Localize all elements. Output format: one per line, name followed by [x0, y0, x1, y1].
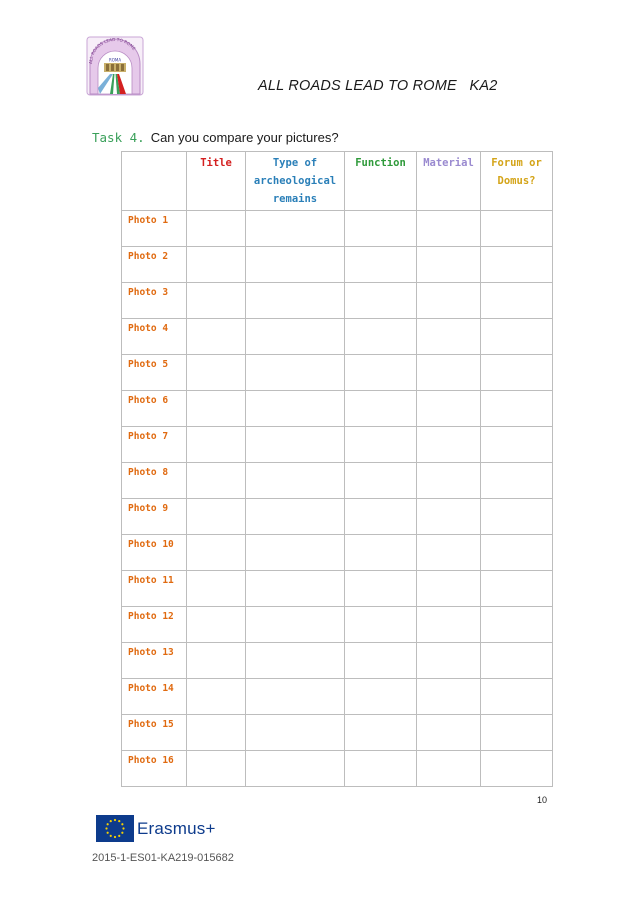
- answer-cell[interactable]: [345, 463, 417, 499]
- comparison-table: [121, 151, 553, 787]
- answer-cell[interactable]: [417, 499, 481, 535]
- answer-cell[interactable]: [481, 283, 553, 319]
- answer-cell[interactable]: [417, 607, 481, 643]
- eu-star-icon: [114, 819, 116, 821]
- answer-cell[interactable]: [345, 643, 417, 679]
- answer-cell[interactable]: [187, 535, 246, 571]
- answer-cell[interactable]: [187, 247, 246, 283]
- column-header: Forum or Domus?: [481, 152, 553, 211]
- answer-cell[interactable]: [246, 571, 345, 607]
- row-label: Photo 6: [128, 395, 169, 406]
- answer-cell[interactable]: [481, 499, 553, 535]
- answer-cell[interactable]: [246, 643, 345, 679]
- answer-cell[interactable]: [187, 679, 246, 715]
- erasmus-plus-logo-text: Erasmus+: [137, 819, 216, 838]
- row-label: Photo 12: [128, 611, 174, 622]
- answer-cell[interactable]: [345, 607, 417, 643]
- task-question: Can you compare your pictures?: [150, 130, 339, 145]
- project-logo: [86, 36, 144, 96]
- table-row: [122, 391, 553, 427]
- answer-cell[interactable]: [481, 751, 553, 787]
- row-label-cell: [122, 247, 187, 283]
- answer-cell[interactable]: [417, 715, 481, 751]
- answer-cell[interactable]: [246, 607, 345, 643]
- answer-cell[interactable]: [481, 535, 553, 571]
- answer-cell[interactable]: [246, 499, 345, 535]
- answer-cell[interactable]: [481, 355, 553, 391]
- answer-cell[interactable]: [417, 463, 481, 499]
- answer-cell[interactable]: [246, 391, 345, 427]
- eu-star-icon: [105, 827, 107, 829]
- table-row: [122, 247, 553, 283]
- eu-star-icon: [118, 835, 120, 837]
- header-cell-empty: [122, 152, 187, 211]
- answer-cell[interactable]: [246, 319, 345, 355]
- row-label-cell: [122, 643, 187, 679]
- answer-cell[interactable]: [345, 427, 417, 463]
- answer-cell[interactable]: [417, 751, 481, 787]
- answer-cell[interactable]: [417, 283, 481, 319]
- answer-cell[interactable]: [187, 355, 246, 391]
- eu-star-icon: [107, 832, 109, 834]
- answer-cell[interactable]: [481, 247, 553, 283]
- answer-cell[interactable]: [246, 211, 345, 247]
- eu-star-icon: [121, 823, 123, 825]
- answer-cell[interactable]: [246, 427, 345, 463]
- answer-cell[interactable]: [187, 391, 246, 427]
- answer-cell[interactable]: [246, 715, 345, 751]
- answer-cell[interactable]: [345, 211, 417, 247]
- answer-cell[interactable]: [417, 391, 481, 427]
- table-row: [122, 319, 553, 355]
- answer-cell[interactable]: [345, 499, 417, 535]
- answer-cell[interactable]: [481, 607, 553, 643]
- answer-cell[interactable]: [481, 391, 553, 427]
- row-label: Photo 7: [128, 431, 169, 442]
- row-label-cell: [122, 679, 187, 715]
- answer-cell[interactable]: [481, 715, 553, 751]
- answer-cell[interactable]: [417, 535, 481, 571]
- answer-cell[interactable]: [417, 247, 481, 283]
- table-row: [122, 751, 553, 787]
- table-row: [122, 679, 553, 715]
- answer-cell[interactable]: [187, 427, 246, 463]
- row-label-cell: [122, 355, 187, 391]
- table-row: [122, 607, 553, 643]
- row-label: Photo 10: [128, 539, 174, 550]
- answer-cell[interactable]: [481, 463, 553, 499]
- logo-inner-text: ROMA: [108, 57, 122, 63]
- row-label-cell: [122, 211, 187, 247]
- answer-cell[interactable]: [345, 715, 417, 751]
- eu-star-icon: [122, 827, 124, 829]
- answer-cell[interactable]: [481, 643, 553, 679]
- answer-cell[interactable]: [417, 679, 481, 715]
- eu-flag-icon: [96, 815, 134, 842]
- row-label: Photo 3: [128, 287, 169, 298]
- eu-star-icon: [110, 835, 112, 837]
- answer-cell[interactable]: [246, 535, 345, 571]
- project-code: 2015-1-ES01-KA219-015682: [92, 852, 234, 864]
- answer-cell[interactable]: [345, 535, 417, 571]
- row-label-cell: [122, 571, 187, 607]
- row-label-cell: [122, 319, 187, 355]
- answer-cell[interactable]: [246, 679, 345, 715]
- table-row: [122, 571, 553, 607]
- table-row: [122, 355, 553, 391]
- row-label-cell: [122, 391, 187, 427]
- answer-cell[interactable]: [345, 355, 417, 391]
- answer-cell[interactable]: [345, 247, 417, 283]
- row-label: Photo 11: [128, 575, 174, 586]
- row-label-cell: [122, 751, 187, 787]
- document-header-title: ALL ROADS LEAD TO ROME KA2: [258, 78, 498, 94]
- column-header: Type of archeological remains: [246, 152, 345, 211]
- answer-cell[interactable]: [417, 643, 481, 679]
- table-row: [122, 535, 553, 571]
- table-row: [122, 715, 553, 751]
- row-label-cell: [122, 607, 187, 643]
- answer-cell[interactable]: [345, 751, 417, 787]
- table-row: [122, 499, 553, 535]
- answer-cell[interactable]: [187, 643, 246, 679]
- answer-cell[interactable]: [481, 427, 553, 463]
- row-label-cell: [122, 427, 187, 463]
- row-label: Photo 4: [128, 323, 169, 334]
- row-label: Photo 5: [128, 359, 169, 370]
- answer-cell[interactable]: [417, 571, 481, 607]
- row-label-cell: [122, 715, 187, 751]
- row-label: Photo 2: [128, 251, 169, 262]
- answer-cell[interactable]: [187, 571, 246, 607]
- eu-star-icon: [110, 820, 112, 822]
- column-header: Material: [417, 152, 481, 211]
- row-label: Photo 15: [128, 719, 174, 730]
- eu-star-icon: [121, 832, 123, 834]
- answer-cell[interactable]: [187, 211, 246, 247]
- task-heading: [92, 130, 339, 145]
- row-label-cell: [122, 463, 187, 499]
- eu-star-icon: [107, 823, 109, 825]
- row-label-cell: [122, 283, 187, 319]
- row-label: Photo 1: [128, 215, 169, 226]
- logo-arc-text: ALL ROADS LEAD TO ROME: [87, 36, 137, 65]
- answer-cell[interactable]: [246, 283, 345, 319]
- answer-cell[interactable]: [246, 751, 345, 787]
- table-row: [122, 643, 553, 679]
- page-number: 10: [537, 795, 548, 805]
- answer-cell[interactable]: [417, 427, 481, 463]
- answer-cell[interactable]: [187, 319, 246, 355]
- answer-cell[interactable]: [345, 283, 417, 319]
- eu-star-icon: [114, 836, 116, 838]
- answer-cell[interactable]: [417, 211, 481, 247]
- answer-cell[interactable]: [417, 319, 481, 355]
- answer-cell[interactable]: [187, 283, 246, 319]
- answer-cell[interactable]: [481, 679, 553, 715]
- task-number-label: Task 4.: [92, 130, 145, 145]
- column-header: Function: [345, 152, 417, 211]
- answer-cell[interactable]: [246, 355, 345, 391]
- answer-cell[interactable]: [345, 571, 417, 607]
- answer-cell[interactable]: [246, 463, 345, 499]
- answer-cell[interactable]: [481, 319, 553, 355]
- table-row: [122, 283, 553, 319]
- row-label: Photo 14: [128, 683, 174, 694]
- row-label: Photo 9: [128, 503, 169, 514]
- row-label: Photo 16: [128, 755, 174, 766]
- answer-cell[interactable]: [246, 247, 345, 283]
- answer-cell[interactable]: [187, 607, 246, 643]
- eu-star-icon: [118, 820, 120, 822]
- answer-cell[interactable]: [187, 463, 246, 499]
- table-row: [122, 427, 553, 463]
- answer-cell[interactable]: [345, 319, 417, 355]
- answer-cell[interactable]: [345, 391, 417, 427]
- table-row: [122, 211, 553, 247]
- answer-cell[interactable]: [345, 679, 417, 715]
- row-label-cell: [122, 499, 187, 535]
- answer-cell[interactable]: [481, 211, 553, 247]
- answer-cell[interactable]: [481, 571, 553, 607]
- answer-cell[interactable]: [187, 751, 246, 787]
- answer-cell[interactable]: [187, 499, 246, 535]
- column-header: Title: [187, 152, 246, 211]
- table-row: [122, 463, 553, 499]
- row-label: Photo 13: [128, 647, 174, 658]
- answer-cell[interactable]: [417, 355, 481, 391]
- row-label-cell: [122, 535, 187, 571]
- table-header-row: [122, 152, 553, 211]
- row-label: Photo 8: [128, 467, 169, 478]
- answer-cell[interactable]: [187, 715, 246, 751]
